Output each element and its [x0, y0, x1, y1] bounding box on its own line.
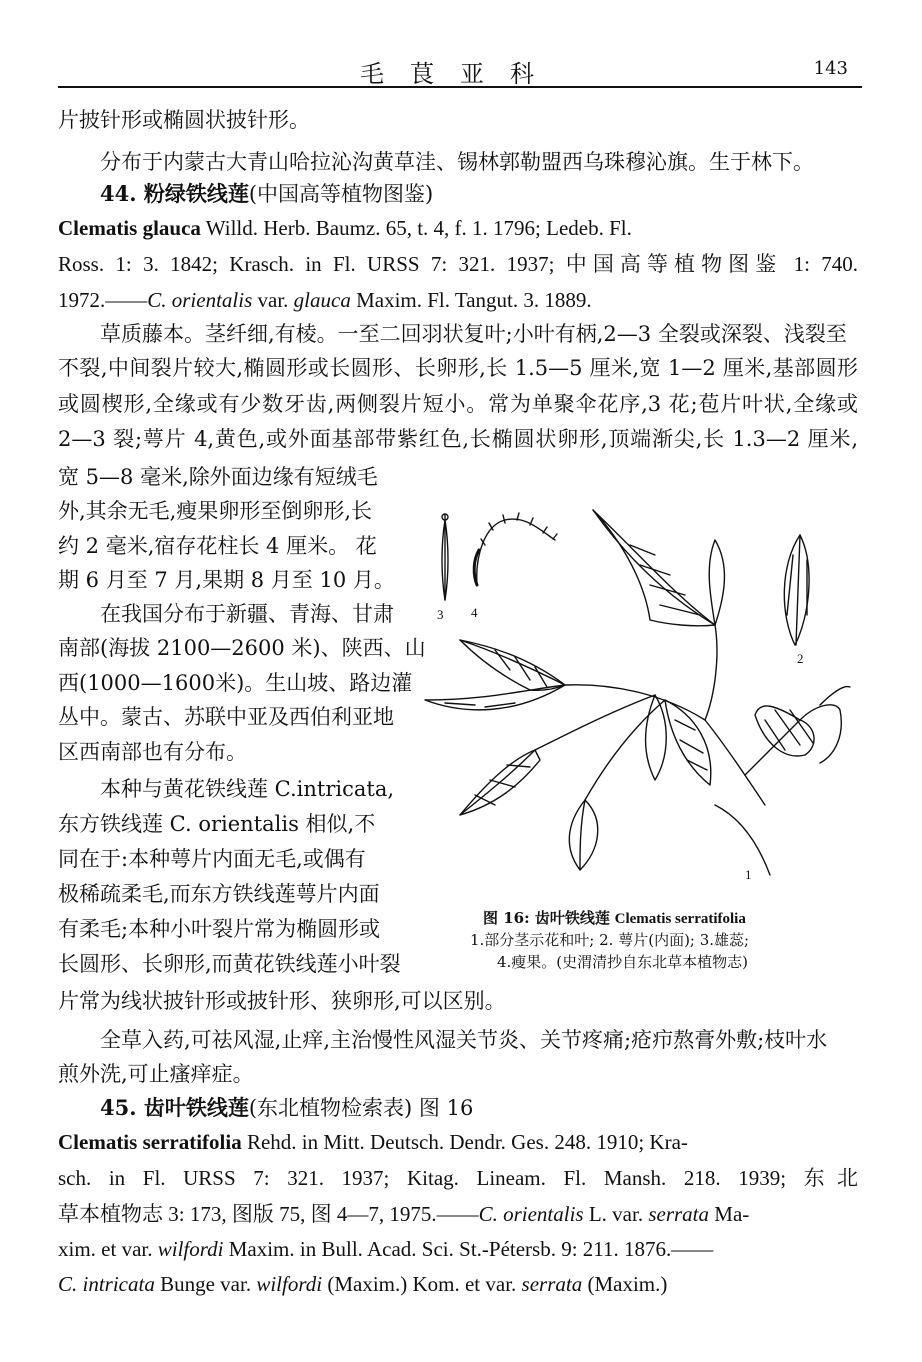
- comparison-line: 长圆形、长卵形,而黄花铁线莲小叶裂: [58, 952, 401, 976]
- species-heading: [100, 1094, 473, 1122]
- citation-line: Ross. 1: 3. 1842; Krasch. in Fl. URSS 7: 321. 1937; 中国高等植物图鉴 1: 740.: [58, 252, 858, 276]
- text-line: 分布于内蒙古大青山哈拉沁沟黄草洼、锡林郭勒盟西乌珠穆沁旗。生于林下。: [100, 150, 814, 174]
- distribution-line: 在我国分布于新疆、青海、甘肃: [100, 602, 394, 626]
- description-line: 不裂,中间裂片较大,椭圆形或长圆形、长卵形,长 1.5—5 厘米,宽 1—2 厘米,基部圆形: [58, 356, 858, 380]
- comparison-line: 东方铁线莲 C. orientalis 相似,不: [58, 812, 376, 836]
- comparison-line: 片常为线状披针形或披针形、狭卵形,可以区别。: [58, 989, 506, 1013]
- lower-stem: [715, 805, 770, 875]
- figure-label-4: 4: [471, 605, 478, 620]
- citation-line: C. intricata Bunge var. wilfordi (Maxim.) Kom. et var. serrata (Maxim.): [58, 1272, 668, 1296]
- description-line: 外,其余无毛,瘦果卵形至倒卵形,长: [58, 499, 373, 523]
- description-line: 期 6 月至 7 月,果期 8 月至 10 月。: [58, 568, 395, 592]
- citation-text: Rehd. in Mitt. Deutsch. Dendr. Ges. 248. 1910; Kra-: [246, 1130, 688, 1154]
- description-line: 2—3 裂;萼片 4,黄色,或外面基部带紫红色,长椭圆状卵形,顶端渐尖,长 1.3—2 厘米,: [58, 427, 858, 451]
- species-number-name: 44. 粉绿铁线莲: [100, 181, 249, 206]
- figure-caption-line: 1.部分茎示花和叶; 2. 萼片(内面); 3.雄蕊;: [470, 931, 750, 949]
- comparison-line: 同在于:本种萼片内面无毛,或偶有: [58, 847, 366, 871]
- sepal-drawing: [784, 535, 809, 645]
- citation-line: 草本植物志 3: 173, 图版 75, 图 4—7, 1975.——C. orientalis L. var. serrata Ma-: [58, 1202, 750, 1226]
- citation-line: [58, 1128, 858, 1156]
- citation-line: sch. in Fl. URSS 7: 321. 1937; Kitag. Lineam. Fl. Mansh. 218. 1939; 东北: [58, 1166, 858, 1190]
- latin-name: Clematis glauca: [58, 216, 201, 240]
- comparison-line: 极稀疏柔毛,而东方铁线莲萼片内面: [58, 882, 380, 906]
- upper-stem: [705, 625, 717, 720]
- usage-line: 全草入药,可祛风湿,止痒,主治慢性风湿关节炎、关节疼痛;疮疖熬膏外敷;枝叶水: [100, 1028, 828, 1052]
- figure-caption-line: 4.瘦果。(史渭清抄自东北草本植物志): [497, 953, 749, 971]
- distribution-line: 西(1000—1600米)。生山坡、路边灌: [58, 671, 413, 695]
- figure-caption-title: [483, 907, 746, 930]
- species-source: (东北植物检索表) 图 16: [248, 1096, 474, 1120]
- citation-text: Willd. Herb. Baumz. 65, t. 4, f. 1. 1796; Ledeb. Fl.: [205, 216, 632, 240]
- page-number: 143: [813, 58, 848, 79]
- description-line: 草质藤本。茎纤细,有棱。一至二回羽状复叶;小叶有柄,2—3 全裂或深裂、浅裂至: [100, 322, 847, 346]
- leaf-left-lower: [460, 750, 598, 870]
- figure-label-1: 1: [745, 867, 752, 882]
- achene-drawing: [474, 513, 557, 585]
- usage-line: 煎外洗,可止瘙痒症。: [58, 1062, 254, 1086]
- distribution-line: 南部(海拔 2100—2600 米)、陕西、山: [58, 636, 426, 660]
- distribution-line: 区西南部也有分布。: [58, 740, 247, 764]
- synonym-name: C. orientalis: [147, 288, 253, 312]
- description-line: 或圆楔形,全缘或有少数牙齿,两侧裂片短小。常为单聚伞花序,3 花;苞片叶状,全缘或: [58, 392, 858, 416]
- botanical-illustration: [415, 505, 855, 900]
- species-number-name: 45. 齿叶铁线莲: [100, 1095, 249, 1120]
- comparison-line: 有柔毛;本种小叶裂片常为椭圆形或: [58, 917, 381, 941]
- latin-name: Clematis serratifolia: [58, 1130, 242, 1154]
- leaf-top: [593, 510, 724, 626]
- caption-figure-number: 图 16: 齿叶铁线莲: [483, 909, 610, 927]
- citation-line: 1972.——C. orientalis var. glauca Maxim. Fl. Tangut. 3. 1889.: [58, 288, 592, 312]
- caption-latin-name: Clematis serratifolia: [614, 911, 746, 927]
- running-title: 毛茛亚科: [360, 60, 560, 88]
- citation-line: [58, 214, 858, 242]
- comparison-line: 本种与黄花铁线莲 C.intricata,: [100, 777, 395, 801]
- text-line: 片披针形或椭圆状披针形。: [58, 108, 310, 132]
- leaf-left-upper: [425, 640, 565, 710]
- figure-label-2: 2: [797, 651, 804, 666]
- clematis-drawing: [415, 505, 855, 900]
- species-heading: [100, 180, 433, 208]
- description-line: 宽 5—8 毫米,除外面边缘有短绒毛: [58, 465, 378, 489]
- synonym-epithet: glauca: [293, 288, 351, 312]
- distribution-line: 丛中。蒙古、苏联中亚及西伯利亚地: [58, 705, 394, 729]
- citation-line: xim. et var. wilfordi Maxim. in Bull. Acad. Sci. St.-Pétersb. 9: 211. 1876.——: [58, 1237, 714, 1261]
- description-line: 约 2 毫米,宿存花柱长 4 厘米。 花: [58, 534, 377, 558]
- stamen-drawing: [442, 514, 448, 600]
- page-header: [58, 52, 862, 88]
- species-source: (中国高等植物图鉴): [248, 182, 434, 206]
- figure-label-3: 3: [437, 607, 444, 622]
